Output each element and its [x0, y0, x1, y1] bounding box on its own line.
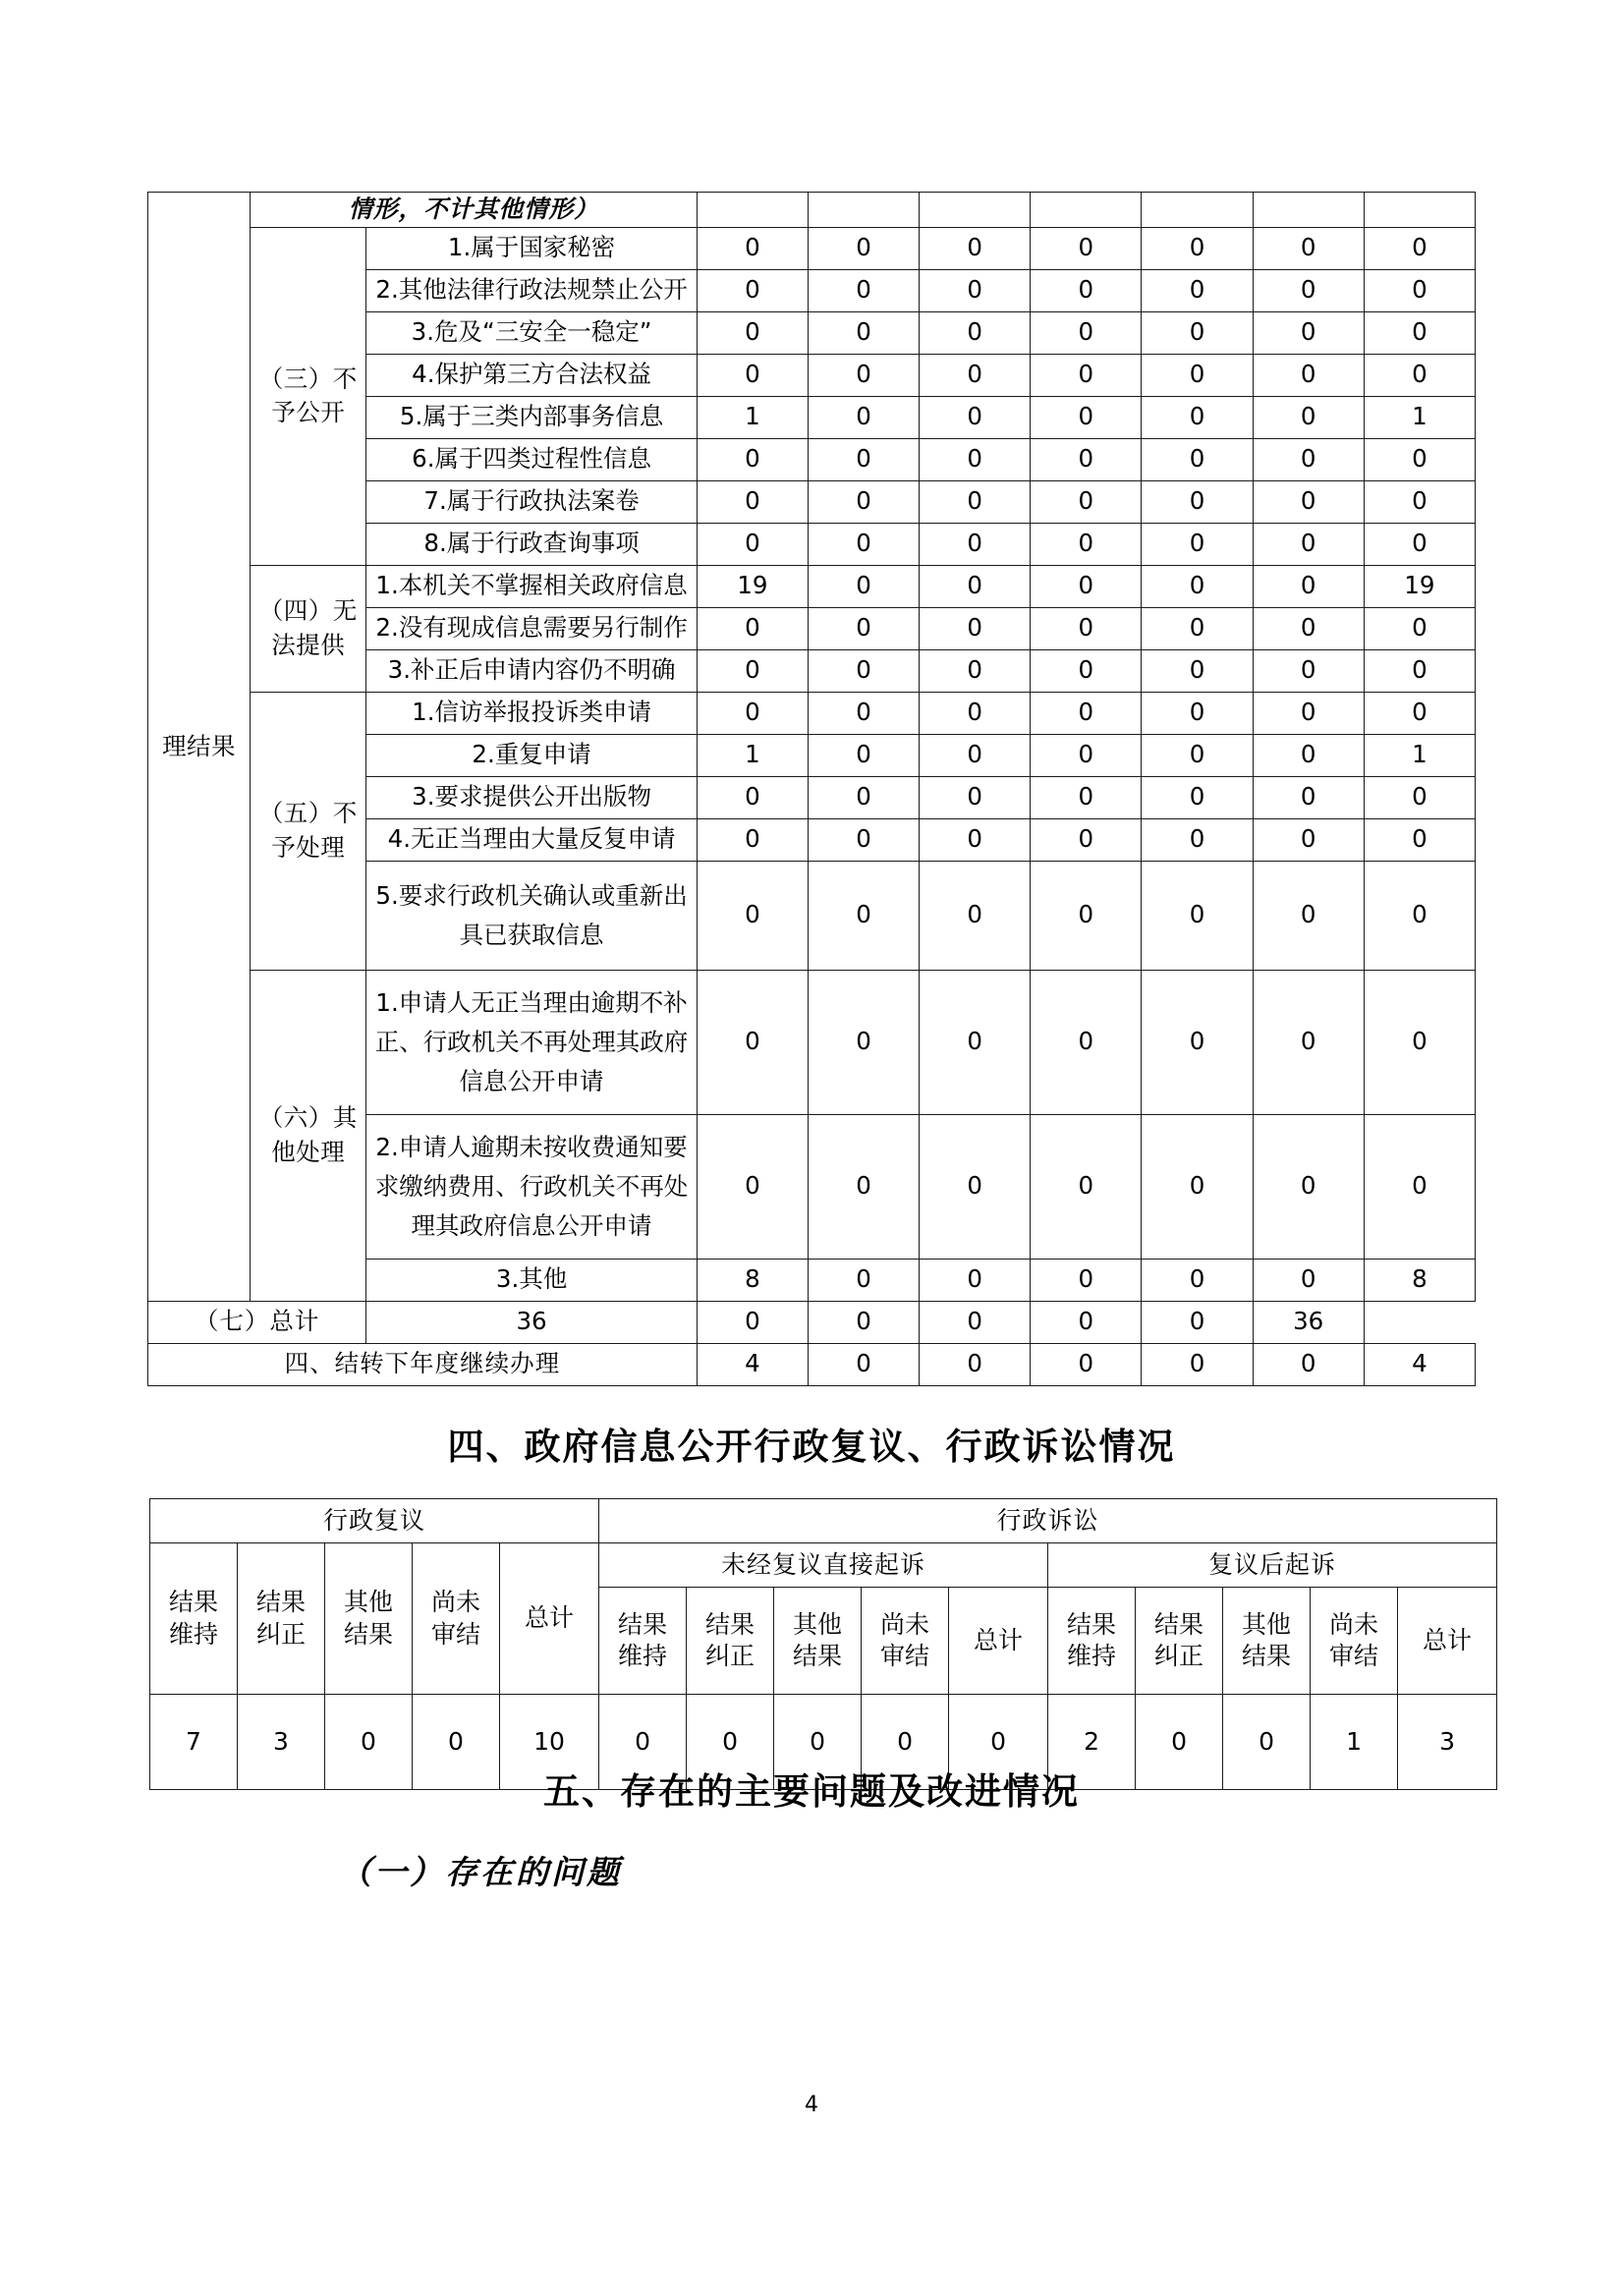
value-cell: 10	[500, 1695, 599, 1790]
row-label: 1.本机关不掌握相关政府信息	[366, 565, 697, 607]
value-cell: 0	[920, 970, 1031, 1114]
group-header-review: 行政复议	[150, 1499, 599, 1543]
row-label: 4.无正当理由大量反复申请	[366, 818, 697, 861]
value-cell: 0	[808, 1343, 919, 1385]
value-cell: 0	[1031, 480, 1142, 523]
value-cell: 0	[1142, 480, 1253, 523]
value-cell: 0	[1142, 269, 1253, 311]
column-header-line2: 结果	[343, 1619, 393, 1649]
value-cell: 0	[1364, 818, 1475, 861]
table-row	[148, 692, 1476, 734]
value-cell: 0	[808, 607, 919, 649]
value-cell: 0	[1142, 776, 1253, 818]
column-header-after-total: 总计	[1398, 1588, 1497, 1695]
value-cell: 0	[697, 970, 808, 1114]
table-row	[148, 565, 1476, 607]
value-cell: 0	[697, 776, 808, 818]
value-cell: 0	[1142, 1301, 1253, 1343]
column-header-line2: 结果	[1242, 1642, 1292, 1670]
value-cell: 8	[1364, 1259, 1475, 1301]
value-cell: 0	[920, 438, 1031, 480]
cell-empty	[1142, 193, 1253, 228]
value-cell: 0	[808, 565, 919, 607]
value-cell: 0	[697, 1114, 808, 1259]
subgroup-header-after-review: 复议后起诉	[1048, 1543, 1497, 1588]
value-cell: 4	[1364, 1343, 1475, 1385]
value-cell: 0	[1253, 970, 1364, 1114]
value-cell: 0	[1142, 1343, 1253, 1385]
value-cell: 0	[1031, 649, 1142, 692]
row-label: 5.要求行政机关确认或重新出具已获取信息	[366, 861, 697, 970]
column-header-line2: 审结	[880, 1642, 930, 1670]
row-label: 6.属于四类过程性信息	[366, 438, 697, 480]
value-cell: 0	[697, 269, 808, 311]
value-cell: 0	[1142, 649, 1253, 692]
value-cell: 0	[1031, 607, 1142, 649]
column-header-line1: 尚未	[1329, 1609, 1379, 1639]
value-cell: 0	[920, 269, 1031, 311]
value-cell: 0	[1253, 607, 1364, 649]
value-cell: 1	[1364, 396, 1475, 438]
value-cell: 0	[808, 438, 919, 480]
value-cell: 0	[1364, 523, 1475, 565]
value-cell: 0	[1253, 523, 1364, 565]
value-cell: 0	[1031, 1301, 1142, 1343]
value-cell: 0	[808, 692, 919, 734]
value-cell: 0	[808, 354, 919, 396]
column-header-direct-total: 总计	[949, 1588, 1048, 1695]
value-cell: 0	[1031, 396, 1142, 438]
table-row	[150, 1499, 1497, 1543]
row-label: 2.没有现成信息需要另行制作	[366, 607, 697, 649]
page-number: 4	[805, 2093, 818, 2117]
value-cell: 0	[413, 1695, 500, 1790]
column-header-line1: 其他	[793, 1609, 843, 1639]
value-cell: 0	[1364, 438, 1475, 480]
value-cell: 0	[1364, 607, 1475, 649]
value-cell: 0	[1031, 970, 1142, 1114]
value-cell: 0	[1253, 649, 1364, 692]
value-cell: 0	[1364, 354, 1475, 396]
cell-empty	[1253, 193, 1364, 228]
value-cell: 0	[1031, 1259, 1142, 1301]
column-header-direct-other	[774, 1588, 862, 1695]
row-label: 8.属于行政查询事项	[366, 523, 697, 565]
value-cell: 0	[1253, 734, 1364, 776]
column-header-after-pending	[1311, 1588, 1398, 1695]
value-cell: 0	[808, 480, 919, 523]
column-header-line1: 结果	[168, 1588, 218, 1616]
value-cell: 36	[1253, 1301, 1364, 1343]
column-header-line1: 尚未	[430, 1588, 480, 1616]
row-label: 3.其他	[366, 1259, 697, 1301]
value-cell: 0	[1142, 311, 1253, 354]
column-header-line1: 结果	[618, 1609, 668, 1639]
value-cell: 36	[366, 1301, 697, 1343]
value-cell: 0	[1031, 565, 1142, 607]
table-row	[150, 1543, 1497, 1588]
value-cell: 0	[1364, 649, 1475, 692]
value-cell: 0	[697, 1301, 808, 1343]
table-row	[148, 227, 1476, 269]
value-cell: 0	[808, 734, 919, 776]
value-cell: 0	[1364, 269, 1475, 311]
column-header-direct-pending	[862, 1588, 949, 1695]
value-cell: 0	[920, 396, 1031, 438]
value-cell: 0	[862, 1695, 949, 1790]
value-cell: 0	[920, 565, 1031, 607]
row-label: 1.申请人无正当理由逾期不补正、行政机关不再处理其政府信息公开申请	[366, 970, 697, 1114]
top-note: 情形，不计其他情形）	[251, 193, 698, 228]
table-row	[148, 193, 1476, 228]
value-cell: 1	[697, 734, 808, 776]
row-label: 2.申请人逾期未按收费通知要求缴纳费用、行政机关不再处理其政府信息公开申请	[366, 1114, 697, 1259]
value-cell: 0	[920, 776, 1031, 818]
value-cell: 0	[1031, 776, 1142, 818]
value-cell: 0	[920, 523, 1031, 565]
column-header-review-pending	[413, 1543, 500, 1695]
value-cell: 0	[920, 1114, 1031, 1259]
category-label: （三）不予公开	[251, 227, 366, 565]
value-cell: 0	[1031, 269, 1142, 311]
value-cell: 0	[1031, 1114, 1142, 1259]
value-cell: 0	[697, 649, 808, 692]
value-cell: 1	[1364, 734, 1475, 776]
value-cell: 0	[1142, 565, 1253, 607]
value-cell: 0	[1253, 1343, 1364, 1385]
column-header-after-corrected	[1136, 1588, 1223, 1695]
column-header-line1: 其他	[1242, 1609, 1292, 1639]
value-cell: 0	[920, 480, 1031, 523]
value-cell: 0	[920, 1259, 1031, 1301]
column-header-line2: 审结	[430, 1619, 480, 1649]
column-header-line1: 结果	[1067, 1609, 1117, 1639]
value-cell: 0	[1142, 396, 1253, 438]
row-label: 7.属于行政执法案卷	[366, 480, 697, 523]
column-header-line2: 纠正	[705, 1642, 756, 1670]
column-header-line2: 纠正	[1154, 1642, 1204, 1670]
value-cell: 0	[1142, 734, 1253, 776]
section-heading-4: 四、政府信息公开行政复议、行政诉讼情况	[447, 1426, 1176, 1468]
applications-handling-table	[147, 192, 1476, 1386]
value-cell: 0	[697, 818, 808, 861]
value-cell: 0	[1253, 227, 1364, 269]
value-cell: 0	[1253, 269, 1364, 311]
value-cell: 3	[238, 1695, 325, 1790]
column-header-line1: 尚未	[880, 1609, 930, 1639]
value-cell: 3	[1398, 1695, 1497, 1790]
cell-empty	[697, 193, 808, 228]
value-cell: 0	[1253, 776, 1364, 818]
column-header-line1: 结果	[1154, 1609, 1204, 1639]
value-cell: 0	[697, 311, 808, 354]
column-header-review-other	[325, 1543, 413, 1695]
value-cell: 0	[1031, 861, 1142, 970]
value-cell: 0	[1364, 311, 1475, 354]
group-header-litigation: 行政诉讼	[599, 1499, 1497, 1543]
value-cell: 0	[697, 692, 808, 734]
table-row	[148, 1343, 1476, 1385]
value-cell: 0	[1253, 692, 1364, 734]
value-cell: 0	[1031, 354, 1142, 396]
value-cell: 0	[1031, 227, 1142, 269]
value-cell: 0	[920, 734, 1031, 776]
column-header-line2: 维持	[168, 1619, 218, 1649]
value-cell: 0	[808, 649, 919, 692]
value-cell: 0	[1364, 480, 1475, 523]
value-cell: 0	[920, 818, 1031, 861]
value-cell: 0	[1142, 1259, 1253, 1301]
applications-handling-table-wrapper	[147, 192, 1476, 1386]
value-cell: 0	[808, 396, 919, 438]
column-header-line2: 维持	[1067, 1642, 1117, 1670]
value-cell: 0	[1031, 311, 1142, 354]
cell-empty	[808, 193, 919, 228]
value-cell: 0	[1142, 818, 1253, 861]
value-cell: 0	[774, 1695, 862, 1790]
value-cell: 0	[1142, 227, 1253, 269]
value-cell: 0	[808, 861, 919, 970]
value-cell: 0	[1253, 354, 1364, 396]
row-label: 3.危及“三安全一稳定”	[366, 311, 697, 354]
value-cell: 0	[697, 354, 808, 396]
column-header-line1: 其他	[343, 1588, 393, 1616]
value-cell: 0	[1364, 227, 1475, 269]
value-cell: 0	[687, 1695, 774, 1790]
value-cell: 0	[1223, 1695, 1311, 1790]
left-header-label: 理结果	[148, 193, 251, 1302]
value-cell: 8	[697, 1259, 808, 1301]
column-header-line1: 结果	[255, 1588, 306, 1616]
column-header-review-corrected	[238, 1543, 325, 1695]
cell-empty	[1031, 193, 1142, 228]
value-cell: 1	[697, 396, 808, 438]
value-cell: 0	[1142, 1114, 1253, 1259]
cell-empty	[1364, 193, 1475, 228]
value-cell: 1	[1311, 1695, 1398, 1790]
value-cell: 0	[920, 692, 1031, 734]
value-cell: 19	[1364, 565, 1475, 607]
value-cell: 0	[1031, 692, 1142, 734]
column-header-line2: 纠正	[255, 1619, 306, 1649]
value-cell: 0	[1253, 1259, 1364, 1301]
carryover-label: 四、结转下年度继续办理	[148, 1343, 698, 1385]
value-cell: 0	[1364, 776, 1475, 818]
value-cell: 0	[920, 861, 1031, 970]
row-label: 4.保护第三方合法权益	[366, 354, 697, 396]
value-cell: 0	[1364, 692, 1475, 734]
value-cell: 0	[1031, 523, 1142, 565]
category-label: （六）其他处理	[251, 970, 366, 1301]
value-cell: 0	[1253, 311, 1364, 354]
category-label: （五）不予处理	[251, 692, 366, 970]
row-label: 5.属于三类内部事务信息	[366, 396, 697, 438]
subsection-heading-1: （一）存在的问题	[339, 1853, 622, 1891]
column-header-direct-upheld	[599, 1588, 687, 1695]
value-cell: 0	[920, 649, 1031, 692]
value-cell: 0	[920, 311, 1031, 354]
value-cell: 0	[697, 227, 808, 269]
value-cell: 0	[1253, 480, 1364, 523]
value-cell: 0	[1142, 861, 1253, 970]
value-cell: 0	[1253, 861, 1364, 970]
value-cell: 0	[697, 523, 808, 565]
value-cell: 0	[920, 1301, 1031, 1343]
value-cell: 0	[697, 607, 808, 649]
value-cell: 0	[920, 354, 1031, 396]
value-cell: 0	[1253, 565, 1364, 607]
value-cell: 0	[1142, 692, 1253, 734]
column-header-line1: 结果	[705, 1609, 756, 1639]
value-cell: 0	[1031, 734, 1142, 776]
value-cell: 0	[1142, 523, 1253, 565]
column-header-after-upheld	[1048, 1588, 1136, 1695]
value-cell: 0	[697, 480, 808, 523]
value-cell: 2	[1048, 1695, 1136, 1790]
value-cell: 0	[920, 1343, 1031, 1385]
value-cell: 0	[1136, 1695, 1223, 1790]
table-row	[148, 1301, 1476, 1343]
value-cell: 0	[808, 818, 919, 861]
value-cell: 0	[1031, 818, 1142, 861]
value-cell: 0	[325, 1695, 413, 1790]
value-cell: 0	[808, 269, 919, 311]
value-cell: 0	[920, 227, 1031, 269]
value-cell: 0	[1364, 970, 1475, 1114]
row-label: 2.其他法律行政法规禁止公开	[366, 269, 697, 311]
value-cell: 0	[1253, 818, 1364, 861]
review-litigation-table	[149, 1498, 1497, 1790]
value-cell: 0	[1031, 1343, 1142, 1385]
row-label: 3.补正后申请内容仍不明确	[366, 649, 697, 692]
row-label: 2.重复申请	[366, 734, 697, 776]
category-label: （四）无法提供	[251, 565, 366, 692]
value-cell: 0	[1253, 396, 1364, 438]
row-label: 3.要求提供公开出版物	[366, 776, 697, 818]
row-label: 1.属于国家秘密	[366, 227, 697, 269]
value-cell: 0	[808, 523, 919, 565]
value-cell: 0	[808, 1259, 919, 1301]
value-cell: 4	[697, 1343, 808, 1385]
value-cell: 0	[949, 1695, 1048, 1790]
subgroup-header-direct: 未经复议直接起诉	[599, 1543, 1048, 1588]
column-header-line2: 审结	[1329, 1642, 1379, 1670]
value-cell: 0	[1142, 970, 1253, 1114]
value-cell: 0	[1253, 1114, 1364, 1259]
value-cell: 0	[920, 607, 1031, 649]
value-cell: 0	[697, 861, 808, 970]
row-label: 1.信访举报投诉类申请	[366, 692, 697, 734]
cell-empty	[920, 193, 1031, 228]
column-header-after-other	[1223, 1588, 1311, 1695]
value-cell: 0	[1142, 607, 1253, 649]
value-cell: 0	[808, 776, 919, 818]
value-cell: 0	[697, 438, 808, 480]
value-cell: 0	[808, 1114, 919, 1259]
value-cell: 0	[1364, 1114, 1475, 1259]
section-heading-5: 五、存在的主要问题及改进情况	[543, 1770, 1080, 1813]
value-cell: 0	[1142, 354, 1253, 396]
value-cell: 0	[1364, 861, 1475, 970]
column-header-line2: 结果	[793, 1642, 843, 1670]
column-header-direct-corrected	[687, 1588, 774, 1695]
table-row	[148, 970, 1476, 1114]
value-cell: 19	[697, 565, 808, 607]
column-header-review-upheld	[150, 1543, 238, 1695]
value-cell: 7	[150, 1695, 238, 1790]
column-header-review-total: 总计	[500, 1543, 599, 1695]
value-cell: 0	[1031, 438, 1142, 480]
review-litigation-table-wrapper	[149, 1498, 1476, 1790]
value-cell: 0	[808, 1301, 919, 1343]
value-cell: 0	[808, 227, 919, 269]
subtotal-label: （七）总计	[148, 1301, 366, 1343]
value-cell: 0	[599, 1695, 687, 1790]
column-header-line2: 维持	[618, 1642, 668, 1670]
value-cell: 0	[808, 311, 919, 354]
value-cell: 0	[1253, 438, 1364, 480]
value-cell: 0	[808, 970, 919, 1114]
value-cell: 0	[1142, 438, 1253, 480]
